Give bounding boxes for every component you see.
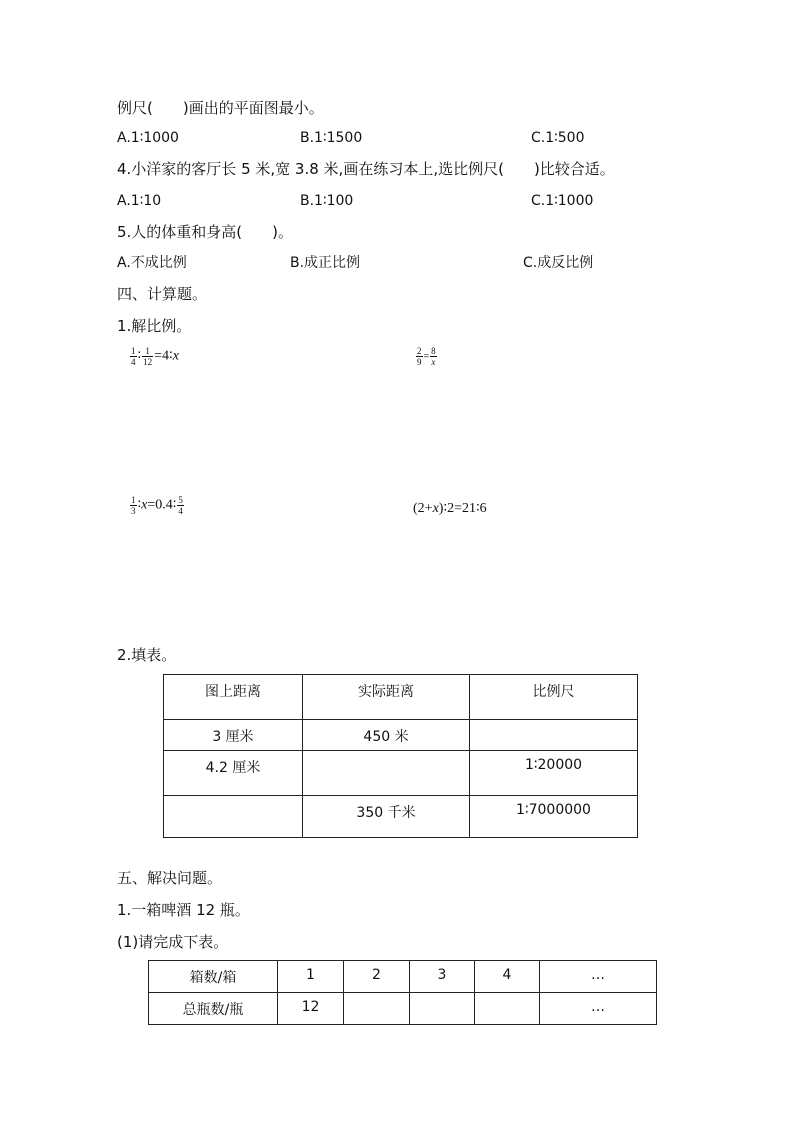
table-cell[interactable] <box>164 796 303 838</box>
fraction <box>416 346 423 367</box>
table-header: 箱数/箱 <box>149 961 278 993</box>
equation-4 <box>413 500 487 517</box>
table-header: 图上距离 <box>164 675 303 720</box>
q5-option-c: C.成反比例 <box>523 255 594 271</box>
table-cell[interactable] <box>470 720 638 751</box>
table-cell[interactable] <box>410 993 475 1025</box>
equation-rest: =4∶ <box>154 348 173 364</box>
problem-1-subpart: (1)请完成下表。 <box>117 933 229 951</box>
section-5-title: 五、解决问题。 <box>117 869 223 887</box>
subsection-2-title: 2.填表。 <box>117 646 177 664</box>
fraction <box>130 495 137 516</box>
numerator: 5 <box>178 495 183 505</box>
table-header: 总瓶数/瓶 <box>149 993 278 1025</box>
equation-prefix: (2+ <box>413 501 433 516</box>
equation-1 <box>129 346 179 367</box>
denominator: 4 <box>178 506 183 516</box>
table-cell: 3 <box>410 961 475 993</box>
equation-3 <box>129 495 185 516</box>
denominator: 9 <box>417 357 422 367</box>
fraction <box>177 495 184 516</box>
section-4-title: 四、计算题。 <box>117 285 208 303</box>
table-cell[interactable] <box>344 993 410 1025</box>
table-cell: 4 <box>475 961 540 993</box>
table-cell: 3 厘米 <box>164 720 303 751</box>
ratio-sign: ∶ <box>137 348 142 364</box>
variable: x <box>432 501 439 516</box>
numerator: 1 <box>142 346 153 357</box>
table-cell: 450 米 <box>303 720 470 751</box>
subsection-1-title: 1.解比例。 <box>117 317 192 335</box>
denominator: 3 <box>131 506 136 516</box>
table-header: 实际距离 <box>303 675 470 720</box>
table-cell: 1∶20000 <box>470 751 638 796</box>
q3-option-c: C.1∶500 <box>531 130 585 146</box>
q4-option-a: A.1∶10 <box>117 193 162 209</box>
numerator: 2 <box>417 346 422 356</box>
q3-option-b: B.1∶1500 <box>300 130 363 146</box>
equation-middle: =0.4∶ <box>147 497 177 513</box>
table-cell: … <box>540 961 657 993</box>
question-3-continuation: 例尺( )画出的平面图最小。 <box>117 99 324 117</box>
equation-suffix: )∶2=21∶6 <box>438 501 487 516</box>
q5-option-a: A.不成比例 <box>117 255 187 271</box>
variable: x <box>172 348 179 364</box>
variable: x <box>141 497 148 513</box>
numerator: 1 <box>131 495 136 505</box>
equals-sign: = <box>423 351 430 363</box>
q4-option-c: C.1∶1000 <box>531 193 594 209</box>
fraction <box>430 346 437 367</box>
beer-table <box>148 960 657 1025</box>
denominator: 4 <box>131 357 136 367</box>
fraction <box>130 346 137 367</box>
table-cell[interactable] <box>303 751 470 796</box>
table-header: 比例尺 <box>470 675 638 720</box>
table-cell: … <box>540 993 657 1025</box>
equation-2 <box>415 346 438 367</box>
table-cell: 1∶7000000 <box>470 796 638 838</box>
numerator: 8 <box>431 346 436 356</box>
denominator: x <box>431 357 436 367</box>
q5-option-b: B.成正比例 <box>290 255 361 271</box>
q4-option-b: B.1∶100 <box>300 193 354 209</box>
q3-option-a: A.1∶1000 <box>117 130 179 146</box>
denominator: 12 <box>143 357 153 367</box>
table-cell: 1 <box>278 961 344 993</box>
table-cell: 2 <box>344 961 410 993</box>
table-cell[interactable] <box>475 993 540 1025</box>
table-cell: 12 <box>278 993 344 1025</box>
numerator: 1 <box>131 346 136 356</box>
ratio-sign: ∶ <box>137 497 142 513</box>
question-5: 5.人的体重和身高( )。 <box>117 223 294 241</box>
question-4: 4.小洋家的客厅长 5 米,宽 3.8 米,画在练习本上,选比例尺( )比较合适。 <box>117 160 615 178</box>
table-cell: 350 千米 <box>303 796 470 838</box>
fraction <box>142 346 153 367</box>
problem-1: 1.一箱啤酒 12 瓶。 <box>117 901 250 919</box>
table-cell: 4.2 厘米 <box>164 751 303 796</box>
scale-table <box>163 674 638 838</box>
